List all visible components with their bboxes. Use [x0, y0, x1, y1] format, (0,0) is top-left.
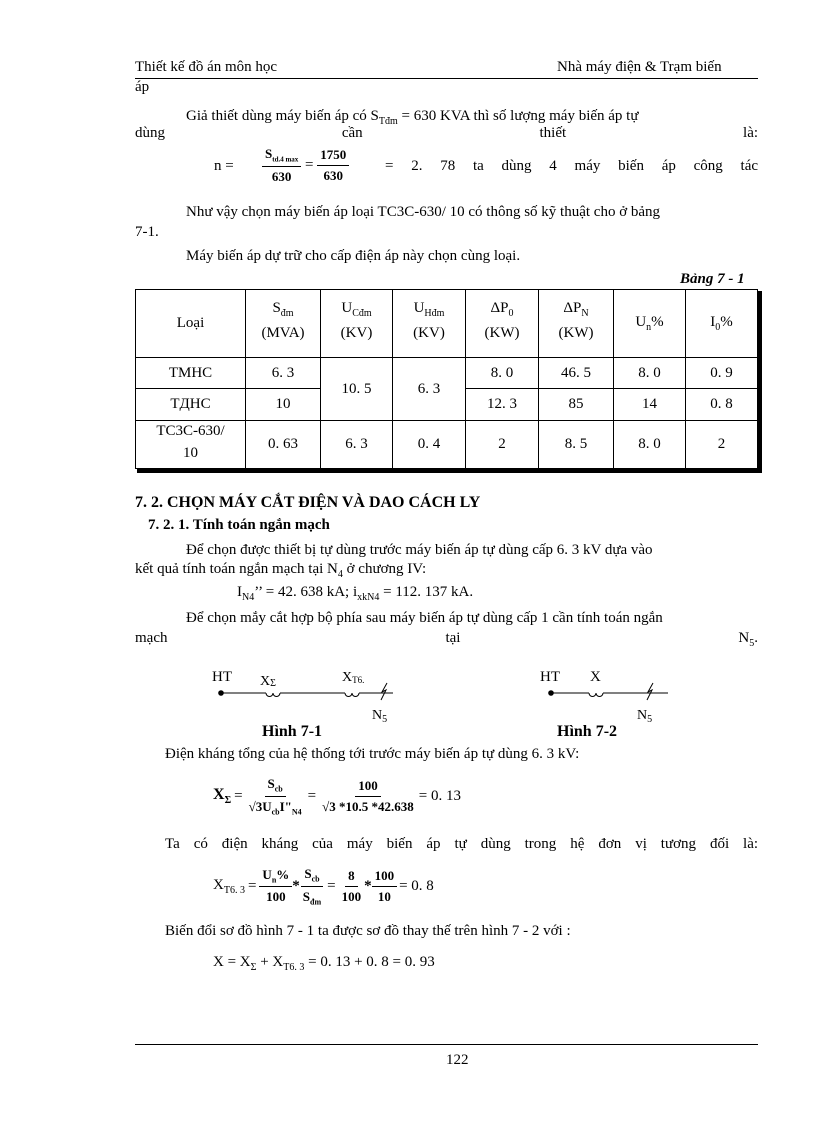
cell-loai: TДHC	[136, 389, 246, 421]
figure-caption-1: Hình 7-1	[262, 723, 323, 740]
footer-rule	[135, 1044, 758, 1045]
cell-uc: 6. 3	[321, 421, 393, 469]
cell-pn: 8. 5	[539, 421, 614, 469]
cell-s: 6. 3	[246, 358, 321, 389]
para4-line1: Để chọn được thiết bị tự dùng trước máy biến áp tự dùng cấp 6. 3 kV dựa vào	[186, 542, 653, 558]
cell-pn: 85	[539, 389, 614, 421]
para3: Máy biến áp dự trữ cho cấp điện áp này chọn cùng loại.	[186, 248, 521, 264]
th-pn: $\Delta P_N$ (KW)	[539, 290, 614, 358]
page-number: 122	[446, 1052, 469, 1068]
header-wrap: áp	[135, 79, 150, 95]
diagram-1	[205, 664, 405, 726]
spec-table	[135, 289, 758, 469]
header-left: Thiết kế đồ án môn học	[135, 59, 278, 75]
cell-un: 8. 0	[614, 358, 686, 389]
cell-i0: 2	[686, 421, 758, 469]
th-uc: $U_{Cđm}$ (KV)	[321, 290, 393, 358]
currents-line: $I_{N4}$’’ = 42. 638 kA; $i_{xkN4} = 112$. 137 kA.	[237, 584, 474, 603]
para1-line1: Giả thiết dùng máy biến áp có $S_{Tđm} = 630$ KVA thì số lượng máy biến áp tự	[186, 108, 639, 127]
d1-reactor-1	[266, 693, 280, 697]
cell-p0: 12. 3	[466, 389, 539, 421]
d2-reactor	[589, 693, 603, 697]
cell-uh-merged: 6. 3	[393, 358, 466, 421]
table-row	[136, 358, 758, 389]
table-caption: Bảng 7 - 1	[680, 271, 745, 287]
cell-loai: TC3C-630/ 10	[136, 421, 246, 469]
para5-line1: Để chọn mắy cắt hợp bộ phía sau máy biến áp tự dùng cấp 1 cần tính toán ngắn	[186, 610, 663, 626]
cell-p0: 8. 0	[466, 358, 539, 389]
table-header-row	[136, 290, 758, 358]
para5-line2: mạch tại $N_5$.	[135, 630, 759, 649]
para7: Ta có điện kháng của máy biến áp tự dùng trong hệ đơn vị tương đối là:	[165, 836, 759, 852]
para2-line2: 7-1.	[135, 224, 159, 240]
formula-t: $X_{T6. 3}$ = $\frac{U_n\%}{100}$ * $\frac{S_{cb}}{S_{đm}}$ = $\frac{8}{100}$ * $\frac{100}{10}$ = 0. 8	[213, 866, 434, 907]
th-loai: Loại	[136, 290, 246, 358]
para1-line2: dùng cần thiết là:	[135, 125, 759, 141]
formula-x: $X_\Sigma$ = $\frac{S_{cb}}{√3U_{cb}I"_{N4}}$ = $\frac{100}{√3 *10.5 *42.638}$ = 0. 13	[213, 776, 461, 817]
cell-pn: 46. 5	[539, 358, 614, 389]
cell-uh: 0. 4	[393, 421, 466, 469]
cell-i0: 0. 8	[686, 389, 758, 421]
th-p0: $\Delta P_0$ (KW)	[466, 290, 539, 358]
cell-i0: 0. 9	[686, 358, 758, 389]
d2-ht-label: HT	[540, 669, 560, 685]
figure-caption-2: Hình 7-2	[557, 723, 618, 740]
formula-n-lhs: n =	[214, 158, 234, 174]
cell-un: 8. 0	[614, 421, 686, 469]
d1-ht-label: HT	[212, 669, 232, 685]
th-i0: $I_0\%$	[686, 290, 758, 358]
table-row	[136, 421, 758, 469]
th-uh: $U_{Hđm}$ (KV)	[393, 290, 466, 358]
header-rule	[135, 78, 758, 79]
formula-n-rest: = 2. 78 ta dùng 4 máy biến áp công tác	[385, 158, 759, 174]
para4-line2: kết quả tính toán ngắn mạch tại $N_4$ ở chương IV:	[135, 561, 427, 580]
section-heading: 7. 2. CHỌN MÁY CẮT ĐIỆN VÀ DAO CÁCH LY	[135, 494, 481, 511]
cell-un: 14	[614, 389, 686, 421]
d1-x1-label: XΣ	[260, 674, 276, 689]
d2-n-label: $N_5$	[637, 708, 653, 725]
cell-s: 0. 63	[246, 421, 321, 469]
d1-reactor-2	[345, 693, 359, 697]
header-right: Nhà máy điện & Trạm biến	[557, 59, 722, 75]
d2-fault-icon	[647, 683, 653, 700]
formula-n-frac1: $\frac{S_{td.4 max}}{630}$ = $\frac{1750}{630}$	[262, 146, 349, 185]
d2-x-label: X	[590, 669, 601, 685]
d1-n-label: $N_5$	[372, 708, 388, 725]
subsection-heading: 7. 2. 1. Tính toán ngắn mạch	[148, 517, 330, 533]
formula-sum: $X = X_\Sigma + X_{T6. 3} = 0$. 13 + 0. 8 = 0. 93	[213, 954, 435, 973]
th-un: $U_n\%$	[614, 290, 686, 358]
para2-line1: Như vậy chọn máy biến áp loại TC3C-630/ 10 có thông số kỹ thuật cho ở bảng	[186, 204, 661, 220]
para8: Biến đổi sơ đồ hình 7 - 1 ta được sơ đồ thay thế trên hình 7 - 2 với :	[165, 923, 571, 939]
diagram-2	[530, 664, 680, 726]
d1-x2-label: XT6.	[342, 670, 365, 685]
cell-uc-merged: 10. 5	[321, 358, 393, 421]
para6: Điện kháng tổng của hệ thống tới trước máy biến áp tự dùng 6. 3 kV:	[165, 746, 580, 762]
cell-s: 10	[246, 389, 321, 421]
cell-loai: TMHC	[136, 358, 246, 389]
cell-p0: 2	[466, 421, 539, 469]
th-s: $S_{đm}$ (MVA)	[246, 290, 321, 358]
d1-fault-icon	[381, 683, 387, 700]
